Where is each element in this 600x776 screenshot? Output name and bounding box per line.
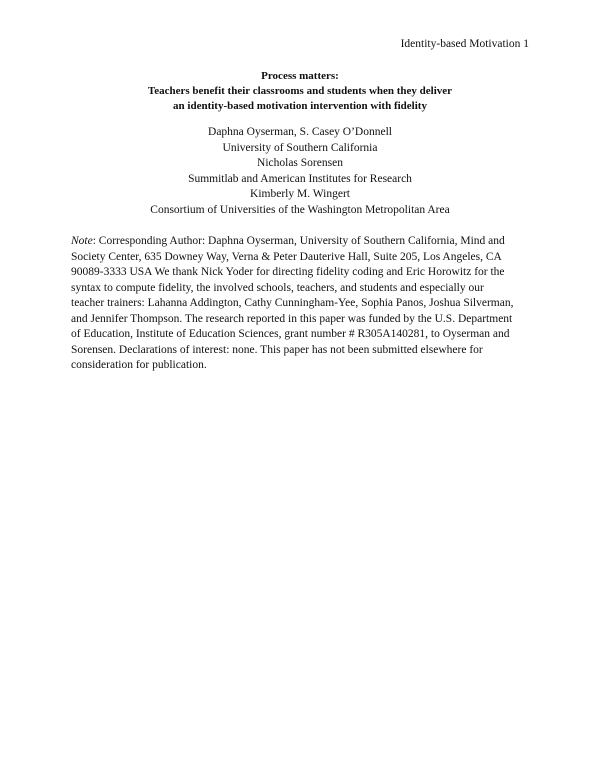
- title-line: an identity-based motivation intervention with fidelity: [173, 100, 427, 112]
- note-line: 90089-3333 USA We thank Nick Yoder for directing fidelity coding and Eric Horowitz for the: [71, 266, 505, 278]
- note-line: consideration for publication.: [71, 359, 207, 371]
- note-line: Sorensen. Declarations of interest: none. This paper has not been submitted elsewhere for: [71, 343, 483, 356]
- author-affiliation: University of Southern California: [222, 141, 378, 154]
- author-names: Daphna Oyserman, S. Casey O’Donnell: [208, 126, 392, 138]
- note-line: [71, 234, 533, 250]
- author-block: [0, 125, 600, 218]
- note-label: Note: [71, 235, 93, 247]
- author-names: Nicholas Sorensen: [257, 157, 343, 169]
- running-head: Identity-based Motivation 1: [400, 38, 529, 50]
- author-note: [71, 234, 533, 374]
- title-line: Process matters:: [261, 70, 339, 82]
- author-names: Kimberly M. Wingert: [250, 188, 350, 200]
- note-line: of Education, Institute of Education Sciences, grant number # R305A140281, to Oyserman and: [71, 328, 510, 340]
- paper-title: [0, 69, 600, 114]
- note-line: syntax to compute fidelity, the involved schools, teachers, and students and especially our: [71, 281, 484, 294]
- note-line: teacher trainers: Lahanna Addington, Cathy Cunningham-Yee, Sophia Panos, Joshua Silverman,: [71, 297, 514, 309]
- author-affiliation: Summitlab and American Institutes for Research: [188, 172, 412, 185]
- note-line: Society Center, 635 Downey Way, Verna & Peter Dauterive Hall, Suite 205, Los Angeles, CA: [71, 250, 502, 263]
- note-text: : Corresponding Author: Daphna Oyserman, University of Southern California, Mind and: [92, 235, 505, 247]
- author-affiliation: Consortium of Universities of the Washington Metropolitan Area: [150, 203, 450, 216]
- title-line: Teachers benefit their classrooms and students when they deliver: [147, 85, 453, 97]
- note-line: and Jennifer Thompson. The research reported in this paper was funded by the U.S. Department: [71, 312, 513, 325]
